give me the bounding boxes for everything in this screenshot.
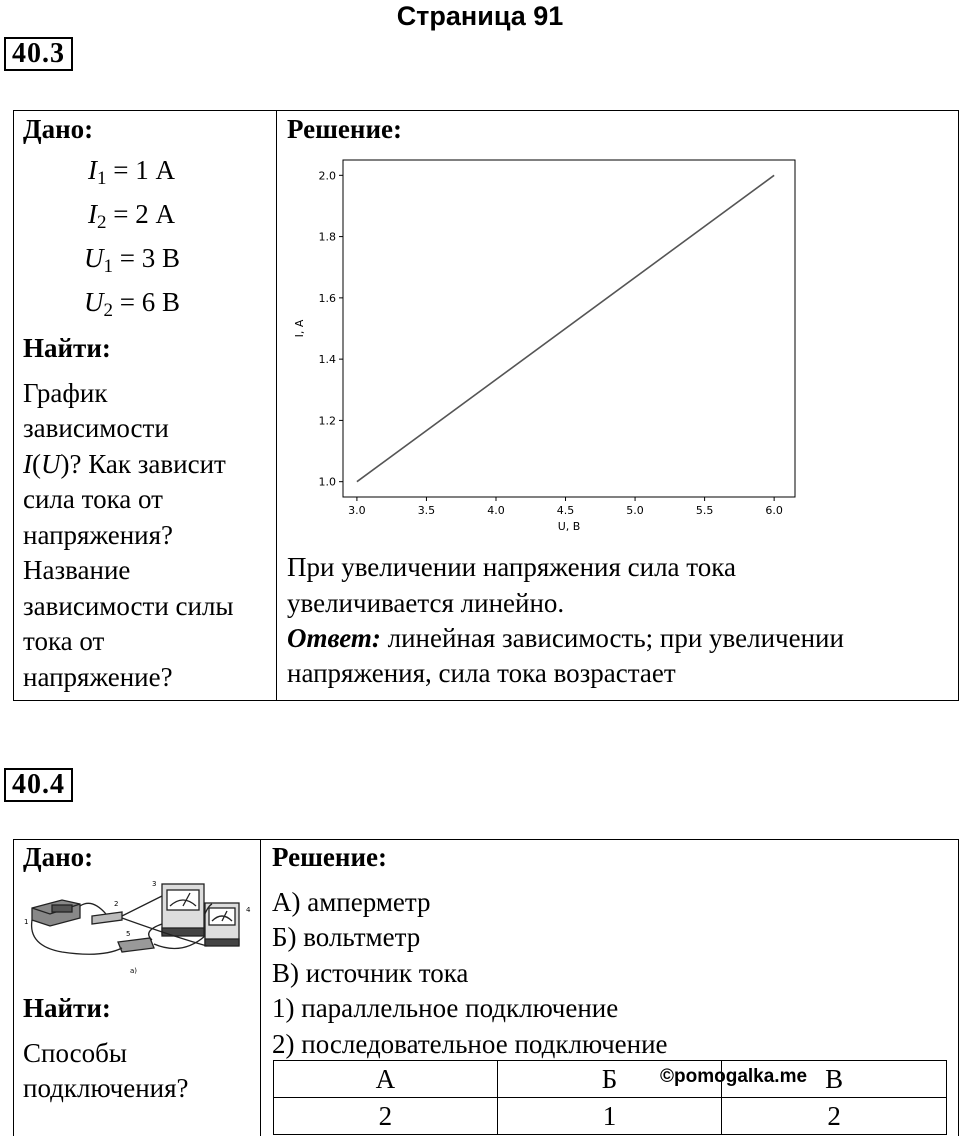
given-i2: $I_2 = 2$ А	[88, 199, 175, 233]
table-header-row	[274, 1061, 947, 1098]
given-i1: $I_1 = 1$ А	[88, 155, 175, 189]
problem-number-40-4: 40.4	[4, 768, 73, 802]
find-line: График	[23, 378, 108, 408]
figure-label: 5	[126, 930, 131, 938]
y-tick-label: 1.4	[318, 353, 336, 367]
table-cell: Б	[497, 1061, 722, 1098]
table-cell: 2	[722, 1098, 947, 1135]
find-line: напряжение?	[23, 662, 173, 692]
given-heading: Дано:	[23, 842, 94, 872]
find-line: зависимости силы	[23, 591, 234, 621]
find-line: напряжения?	[23, 520, 174, 550]
table-cell: В	[722, 1061, 947, 1098]
find-line: тока от	[23, 626, 105, 656]
column-divider	[276, 111, 277, 700]
answer-table	[273, 1060, 947, 1135]
y-tick-label: 1.0	[318, 475, 336, 489]
watermark: ©pomogalka.me	[660, 1066, 808, 1087]
find-line: Название	[23, 555, 131, 585]
solution-line: 1) параллельное подключение	[272, 993, 619, 1023]
solution-line: 2) последовательное подключение	[272, 1029, 668, 1059]
table-cell: А	[274, 1061, 498, 1098]
find-line: сила тока от	[23, 484, 163, 514]
figure-label: 1	[24, 918, 29, 926]
y-tick-label: 1.6	[318, 291, 336, 305]
find-line: Способы	[23, 1038, 127, 1068]
solution-line: увеличивается линейно.	[287, 588, 565, 618]
series-line	[357, 175, 774, 481]
problem-number-40-3: 40.3	[4, 37, 73, 71]
y-tick-label: 2.0	[318, 169, 336, 183]
x-tick-label: 4.5	[556, 504, 575, 517]
x-axis-label: U, В	[557, 520, 581, 533]
given-u2: $U_2 = 6$ В	[84, 287, 180, 321]
answer-label: Ответ:	[287, 623, 381, 653]
find-line: I(U)? Как зависит	[23, 449, 226, 479]
page-title: Страница 91	[396, 1, 564, 31]
find-line: подключения?	[23, 1073, 189, 1103]
y-axis-label: I, А	[293, 319, 306, 338]
solution-heading: Решение:	[272, 842, 387, 872]
solution-line: В) источник тока	[272, 958, 469, 988]
function-symbol: I	[23, 449, 32, 479]
x-tick-label: 3.5	[417, 504, 436, 517]
table-cell: 2	[274, 1098, 498, 1135]
chart	[285, 150, 815, 545]
find-heading: Найти:	[23, 333, 111, 363]
circuit-illustration	[22, 876, 258, 980]
solution-heading: Решение:	[287, 114, 402, 144]
column-divider	[260, 840, 261, 1136]
y-tick-label: 1.2	[318, 414, 336, 428]
answer-line: Ответ: линейная зависимость; при увеличении	[287, 623, 844, 653]
find-line: зависимости	[23, 413, 169, 443]
x-tick-label: 4.0	[487, 504, 505, 517]
table-cell: 1	[497, 1098, 722, 1135]
figure-label: 4	[246, 906, 251, 914]
x-tick-label: 5.5	[695, 504, 714, 517]
given-heading: Дано:	[23, 114, 94, 144]
answer-line: напряжения, сила тока возрастает	[287, 658, 676, 688]
solution-line: При увеличении напряжения сила тока	[287, 552, 736, 582]
x-tick-label: 3.0	[348, 504, 366, 517]
x-tick-label: 5.0	[626, 504, 644, 517]
given-u1: $U_1 = 3$ В	[84, 243, 180, 277]
y-tick-label: 1.8	[318, 230, 336, 244]
find-heading: Найти:	[23, 993, 111, 1023]
argument-symbol: U	[41, 449, 61, 479]
solution-line: А) амперметр	[272, 887, 431, 917]
x-tick-label: 6.0	[765, 504, 783, 517]
figure-label: 2	[114, 900, 119, 908]
figure-label: 3	[152, 880, 157, 888]
solution-line: Б) вольтметр	[272, 922, 421, 952]
table-row	[274, 1098, 947, 1135]
figure-caption: а)	[130, 967, 138, 975]
